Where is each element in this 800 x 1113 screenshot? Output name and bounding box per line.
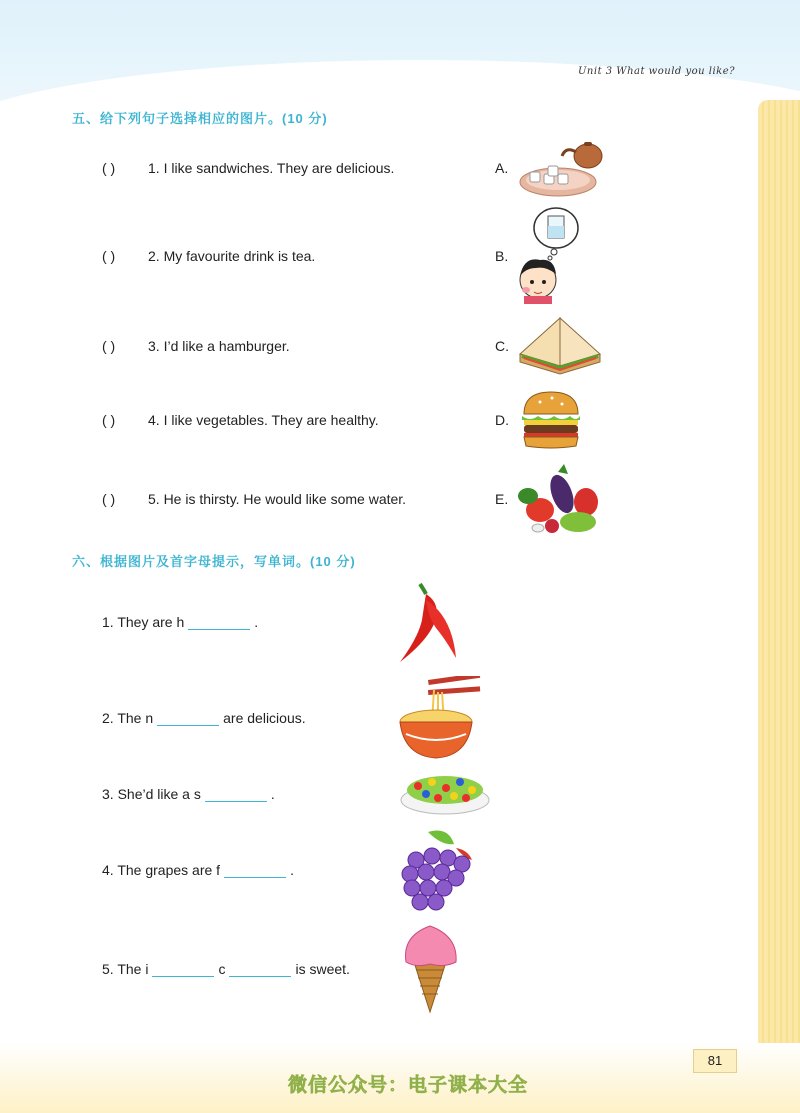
thirsty-boy-icon	[516, 206, 582, 304]
item-text-end: .	[290, 862, 294, 878]
page-edge-stack	[758, 100, 800, 1113]
vegetables-icon	[516, 462, 606, 538]
answer-blank[interactable]	[188, 615, 250, 630]
answer-paren[interactable]: ( )	[102, 248, 116, 264]
item-text-end: .	[254, 614, 259, 630]
item-number: 3.	[102, 786, 114, 802]
sandwich-icon	[516, 314, 604, 376]
item-text: They are h	[117, 614, 185, 630]
answer-paren[interactable]: ( )	[102, 491, 116, 507]
running-head: Unit 3 What would you like?	[578, 66, 736, 77]
question-text: 1. I like sandwiches. They are delicious.	[148, 160, 395, 176]
fill-in-row	[102, 961, 350, 977]
section5-title: 五、给下列句子选择相应的图片。(10 分)	[72, 111, 328, 126]
grapes-icon	[398, 828, 478, 912]
option-letter: E.	[495, 491, 509, 507]
salad-icon	[398, 770, 492, 816]
item-text: The n	[117, 710, 154, 726]
noodles-icon	[398, 676, 482, 762]
tea-set-icon	[518, 136, 608, 200]
item-text: She’d like a s	[117, 786, 201, 802]
option-letter: B.	[495, 248, 509, 264]
item-text-mid: c	[218, 961, 226, 977]
chili-icon	[396, 580, 462, 666]
answer-blank[interactable]	[157, 711, 219, 726]
watermark: 微信公众号：电子课本大全	[288, 1075, 529, 1096]
fill-in-row	[102, 786, 275, 802]
item-number: 2.	[102, 710, 114, 726]
fill-in-row	[102, 710, 306, 726]
question-text: 3. I’d like a hamburger.	[148, 338, 290, 354]
question-text: 2. My favourite drink is tea.	[148, 248, 316, 264]
answer-blank[interactable]	[229, 962, 291, 977]
item-text: The i	[117, 961, 149, 977]
item-number: 4.	[102, 862, 114, 878]
item-number: 1.	[102, 614, 114, 630]
option-letter: D.	[495, 412, 509, 428]
question-row	[102, 412, 379, 428]
question-text: 5. He is thirsty. He would like some water.	[148, 491, 407, 507]
hamburger-icon	[520, 388, 582, 450]
answer-blank[interactable]	[224, 863, 286, 878]
item-text: The grapes are f	[117, 862, 221, 878]
answer-paren[interactable]: ( )	[102, 338, 116, 354]
question-row	[102, 160, 394, 176]
ice-cream-icon	[400, 922, 462, 1014]
answer-paren[interactable]: ( )	[102, 412, 116, 428]
answer-paren[interactable]: ( )	[102, 160, 116, 176]
question-row	[102, 338, 290, 354]
answer-blank[interactable]	[205, 787, 267, 802]
option-letter: C.	[495, 338, 509, 354]
fill-in-row	[102, 614, 258, 630]
answer-blank[interactable]	[152, 962, 214, 977]
fill-in-row	[102, 862, 294, 878]
question-text: 4. I like vegetables. They are healthy.	[148, 412, 379, 428]
page-number: 81	[693, 1049, 737, 1073]
item-number: 5.	[102, 961, 114, 977]
question-row	[102, 491, 406, 507]
section6-title: 六、根据图片及首字母提示，写单词。(10 分)	[72, 554, 356, 569]
item-text-end: .	[270, 786, 275, 802]
option-letter: A.	[495, 160, 509, 176]
item-text-end: are delicious.	[223, 710, 306, 726]
question-row	[102, 248, 315, 264]
item-text-end: is sweet.	[295, 961, 350, 977]
